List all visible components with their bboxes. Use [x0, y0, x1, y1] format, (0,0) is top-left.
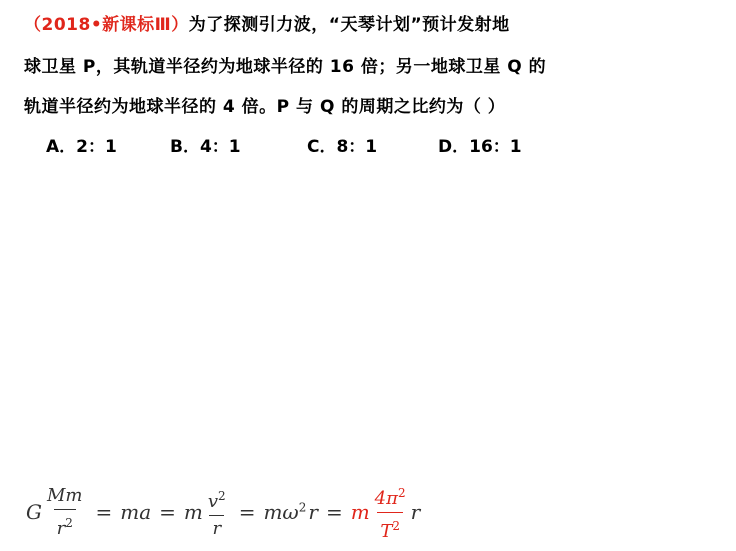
denominator-r2: $r^2$ [54, 509, 76, 540]
source-tag: （2018•新课标Ⅲ） [24, 15, 189, 35]
numerator-4pi2: $4\pi^2$ [374, 485, 406, 509]
gravitation-formula [26, 482, 420, 542]
fraction-4pi2-over-t2 [372, 482, 409, 543]
equals-sign-3: = [238, 500, 256, 524]
question-text-1: 为了探测引力波，“天琴计划”预计发射地 [188, 15, 510, 35]
numerator-v2: $v^2$ [207, 488, 226, 512]
numerator-mm: Mm [46, 484, 83, 506]
fraction-mm-over-r2 [44, 485, 86, 540]
equals-sign-2: = [159, 500, 176, 524]
denominator-t2: $T^2$ [377, 512, 403, 543]
option-a[interactable]: A．2：1 [46, 137, 117, 157]
formula-m-omega2-r: $m\omega^2$ r [263, 500, 318, 524]
formula-m-1: m [183, 500, 203, 524]
option-c[interactable]: C．8：1 [307, 137, 378, 157]
formula-m-2: m [350, 500, 370, 524]
equals-sign-4: = [325, 500, 343, 524]
formula-r-final: r [410, 500, 421, 524]
formula-ma: ma [120, 500, 152, 524]
formula-g: G [26, 500, 42, 524]
equals-sign-1: = [95, 500, 113, 524]
question-line-1 [24, 14, 510, 36]
question-line-2: 球卫星 P，其轨道半径约为地球半径的 16 倍；另一地球卫星 Q 的 [24, 57, 547, 77]
question-line-3: 轨道半径约为地球半径的 4 倍。P 与 Q 的周期之比约为（ ） [24, 97, 506, 117]
fraction-v2-over-r [205, 485, 229, 540]
denominator-r: r [209, 515, 224, 540]
option-b[interactable]: B．4：1 [170, 137, 241, 157]
option-d[interactable]: D．16：1 [438, 137, 522, 157]
